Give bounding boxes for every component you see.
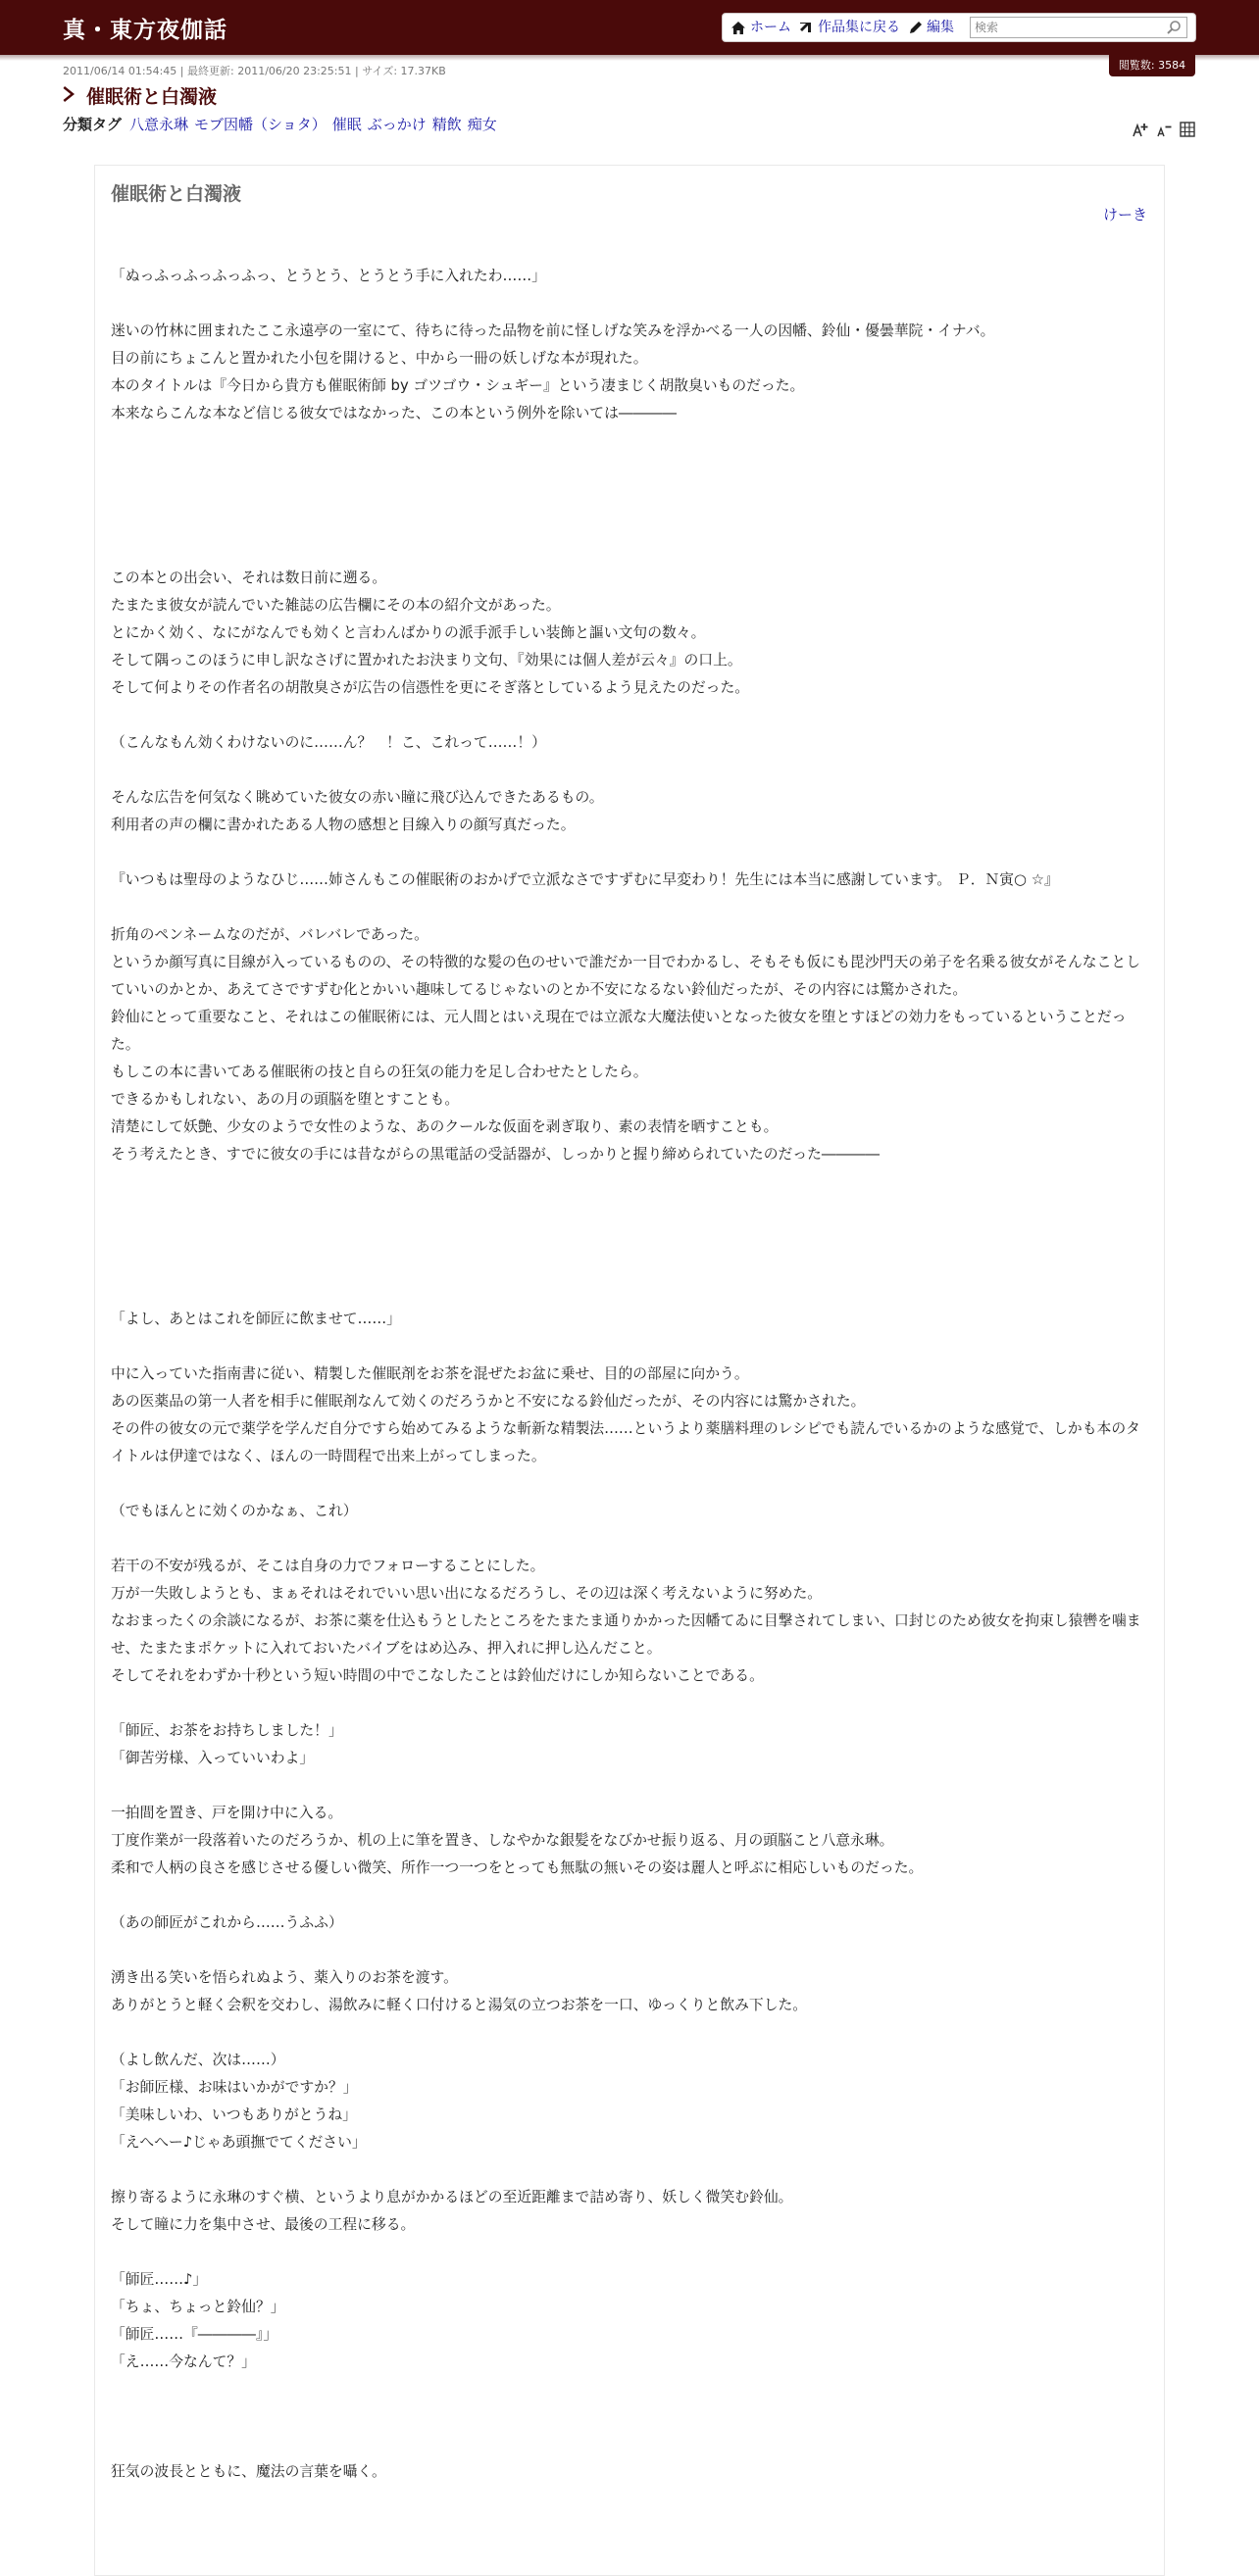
blank-line	[111, 1223, 1150, 1251]
story-line: 目の前にちょこんと置かれた小包を開けると、中から一冊の妖しげな本が現れた。	[111, 350, 648, 367]
author-link[interactable]: けーき	[1102, 206, 1147, 223]
story-line: 折角のペンネームなのだが、バレバレであった。	[111, 926, 428, 943]
tags-label: 分類タグ	[63, 116, 123, 133]
story-line: 「師匠……『――――』」	[111, 2326, 278, 2343]
story-line: 「え……今なんて？」	[111, 2353, 256, 2370]
work-title: 催眠術と白濁液	[86, 86, 218, 108]
view-count-badge: 閲覧数: 3584	[1109, 55, 1195, 76]
blank-line	[111, 1278, 1150, 1306]
story-line: 『いつもは聖母のようなひじ……姉さんもこの催眠術のおかげで立派なさですずむに早変わり！先生には本当に感謝しています。 Ｐ．Ｎ寅○ ☆』	[111, 871, 1059, 888]
blank-line	[111, 537, 1150, 565]
tag-link[interactable]: 痴女	[467, 116, 497, 133]
story-line: その件の彼女の元で薬学を学んだ自分ですら始めてみるような斬新な精製法……というより薬膳料理のレシピでも読んでいるかのような感覚で、しかも本のタイトルは伊達ではなく、ほんの一時間程で出来上がってしまった。	[111, 1420, 1140, 1464]
story-line: 若干の不安が残るが、そこは自身の力でフォローすることにした。	[111, 1558, 545, 1574]
story-line: そう考えたとき、すでに彼女の手には昔ながらの黒電話の受話器が、しっかりと握り締められていたのだった――――	[111, 1146, 881, 1163]
tag-link[interactable]: 精飲	[431, 116, 462, 133]
chevron-right-icon	[63, 85, 76, 103]
tag-link[interactable]: 八意永琳	[129, 116, 189, 133]
blank-line	[111, 510, 1150, 537]
home-icon	[730, 21, 746, 35]
story-line: そしてそれをわずか十秒という短い時間の中でこなしたことは鈴仙だけにしか知らないことである。	[111, 1667, 764, 1684]
nav-edit-label: 編集	[927, 20, 954, 35]
story-line: たまたま彼女が読んでいた雑誌の広告欄にその本の紹介文があった。	[111, 597, 561, 614]
text-smaller-icon[interactable]	[1156, 122, 1172, 137]
story-line: そんな広告を何気なく眺めていた彼女の赤い瞳に飛び込んできたあるもの。	[111, 789, 604, 806]
story-line: 「よし、あとはこれを師匠に飲ませて……」	[111, 1311, 401, 1327]
blank-line	[111, 702, 1150, 729]
article-heading: 催眠術と白濁液	[111, 183, 242, 205]
story-line: 「ぬっふっふっふっふっ、とうとう、とうとう手に入れたわ……」	[111, 268, 546, 284]
story-line: もしこの本に書いてある催眠術の技と自らの狂気の能力を足し合わせたとしたら。	[111, 1064, 648, 1080]
story-line: 利用者の声の欄に書かれたある人物の感想と目線入りの顔写真だった。	[111, 817, 576, 833]
story-line: 「師匠……♪」	[111, 2271, 208, 2288]
story-line: 中に入っていた指南書に従い、精製した催眠剤をお茶を混ぜたお盆に乗せ、目的の部屋に向かう。	[111, 1365, 749, 1382]
nav-back-link[interactable]	[799, 14, 900, 41]
story-body	[111, 263, 1150, 2486]
nav-edit-link[interactable]	[909, 14, 954, 41]
blank-line	[111, 1772, 1150, 1800]
blank-line	[111, 894, 1150, 921]
story-line: 一拍間を置き、戸を開け中に入る。	[111, 1805, 343, 1821]
pencil-icon	[909, 21, 923, 34]
story-line: 「えへへー♪じゃあ頭撫でてください」	[111, 2134, 367, 2151]
story-line: この本との出会い、それは数日前に遡る。	[111, 570, 387, 586]
post-meta: 2011/06/14 01:54:45 | 最終更新: 2011/06/20 23:25:51 | サイズ: 17.37KB	[63, 65, 446, 77]
header-shadow	[0, 55, 1259, 61]
site-title[interactable]: 真・東方夜伽話	[63, 18, 227, 43]
blank-line	[111, 2403, 1150, 2431]
blank-line	[111, 1251, 1150, 1278]
story-line: というか顔写真に目線が入っているものの、その特徴的な髪の色のせいで誰だか一目でわかるし、そもそも仮にも毘沙門天の弟子を名乗る彼女がそんなことしていいのかとか、あえてさですずむ化とかいい趣味してるじゃないのとか不安になるない鈴仙だったが、その内容には驚かされた。	[111, 954, 1140, 998]
story-line: （よし飲んだ、次は……）	[111, 2052, 285, 2068]
story-line: 「ちょ、ちょっと鈴仙？」	[111, 2299, 285, 2315]
story-line: 「美味しいわ、いつもありがとうね」	[111, 2106, 357, 2123]
story-line: 「御苦労様、入っていいわよ」	[111, 1750, 315, 1766]
tool-icons	[1130, 122, 1195, 137]
story-line: 本のタイトルは『今日から貴方も催眠術師 by ゴツゴウ・シュギー』という凄まじく胡散臭いものだった。	[111, 377, 805, 394]
blank-line	[111, 757, 1150, 784]
story-line: （こんなもん効くわけないのに……ん？ ！こ、これって……！）	[111, 734, 546, 751]
story-line: 清楚にして妖艶、少女のようで女性のような、あのクールな仮面を剥ぎ取り、素の表情を晒すことも。	[111, 1118, 779, 1135]
story-line: あの医薬品の第一人者を相手に催眠剤なんて効くのだろうかと不安になる鈴仙だったが、その内容には驚かされた。	[111, 1393, 866, 1410]
story-line: （でもほんとに効くのかなぁ、これ）	[111, 1503, 358, 1519]
tag-link[interactable]: ぶっかけ	[367, 116, 427, 133]
story-line: 湧き出る笑いを悟られぬよう、薬入りのお茶を渡す。	[111, 1969, 458, 1986]
blank-line	[111, 1690, 1150, 1717]
story-line: 柔和で人柄の良さを感じさせる優しい微笑、所作一つ一つをとっても無駄の無いその姿は麗人と呼ぶに相応しいものだった。	[111, 1859, 924, 1876]
story-line: できるかもしれない、あの月の頭脳を堕とすことも。	[111, 1091, 460, 1108]
story-line: （あの師匠がこれから……うふふ）	[111, 1914, 343, 1931]
blank-line	[111, 1937, 1150, 1964]
story-line: 迷いの竹林に囲まれたここ永遠亭の一室にて、待ちに待った品物を前に怪しげな笑みを浮かべる一人の因幡、鈴仙・優曇華院・イナバ。	[111, 322, 995, 339]
story-line: そして瞳に力を集中させ、最後の工程に移る。	[111, 2216, 416, 2233]
blank-line	[111, 2431, 1150, 2458]
story-line: 「お師匠様、お味はいかがですか？」	[111, 2079, 358, 2096]
blank-line	[111, 1525, 1150, 1553]
blank-line	[111, 482, 1150, 510]
story-line: 万が一失敗しようとも、まぁそれはそれでいい思い出になるだろうし、その辺は深く考えないように努めた。	[111, 1585, 823, 1602]
blank-line	[111, 1333, 1150, 1361]
blank-line	[111, 427, 1150, 455]
story-line: なおまったくの余談になるが、お茶に薬を仕込もうとしたところをたまたま通りかかった因幡てゐに目撃されてしまい、口封じのため彼女を拘束し猿轡を噛ませ、たまたまポケットに入れておいたバイブをはめ込み、押入れに押し込んだこと。	[111, 1612, 1141, 1657]
nav-home-label: ホーム	[750, 20, 791, 35]
blank-line	[111, 2376, 1150, 2403]
story-line: 「師匠、お茶をお持ちしました！」	[111, 1722, 343, 1739]
search-input[interactable]	[970, 17, 1187, 38]
search-icon[interactable]	[1166, 20, 1182, 35]
story-line: 狂気の波長とともに、魔法の言葉を囁く。	[111, 2463, 386, 2480]
blank-line	[111, 455, 1150, 482]
story-line: そして何よりその作者名の胡散臭さが広告の信憑性を更にそぎ落としているよう見えたのだった。	[111, 679, 750, 696]
text-larger-icon[interactable]	[1133, 122, 1148, 137]
story-line: 丁度作業が一段落着いたのだろうか、机の上に筆を置き、しなやかな銀髪をなびかせ振り返る、月の頭脳こと八意永琳。	[111, 1832, 894, 1849]
blank-line	[111, 2239, 1150, 2266]
blank-line	[111, 839, 1150, 867]
blank-line	[111, 2019, 1150, 2047]
tag-link[interactable]: モブ因幡（ショタ）	[194, 116, 327, 133]
blank-line	[111, 1470, 1150, 1498]
tags-row	[63, 114, 503, 134]
story-line: 擦り寄るように永琳のすぐ横、というより息がかかるほどの至近距離まで詰め寄り、妖しく微笑む鈴仙。	[111, 2189, 793, 2205]
nav-back-label: 作品集に戻る	[818, 20, 900, 35]
story-line: 鈴仙にとって重要なこと、それはこの催眠術には、元人間とはいえ現在では立派な大魔法使いとなった彼女を堕とすほどの効力をもっているということだった。	[111, 1009, 1127, 1053]
blank-line	[111, 1168, 1150, 1196]
site-header	[0, 0, 1259, 56]
story-line: ありがとうと軽く会釈を交わし、湯飲みに軽く口付けると湯気の立つお茶を一口、ゆっくりと飲み下した。	[111, 1997, 808, 2013]
story-line: そして隅っこのほうに申し訳なさげに置かれたお決まり文句、『効果には個人差が云々』の口上。	[111, 652, 742, 669]
tag-link[interactable]: 催眠	[331, 116, 362, 133]
nav-home-link[interactable]	[730, 14, 791, 41]
nav-box	[722, 13, 1196, 42]
layout-toggle-icon[interactable]	[1180, 122, 1195, 137]
return-arrow-icon	[799, 21, 814, 35]
story-line: とにかく効く、なにがなんでも効くと言わんばかりの派手派手しい装飾と謳い文句の数々。	[111, 624, 706, 641]
blank-line	[111, 1196, 1150, 1223]
blank-line	[111, 1882, 1150, 1909]
blank-line	[111, 2156, 1150, 2184]
blank-line	[111, 290, 1150, 318]
story-line: 本来ならこんな本など信じる彼女ではなかった、この本という例外を除いては――――	[111, 405, 678, 421]
